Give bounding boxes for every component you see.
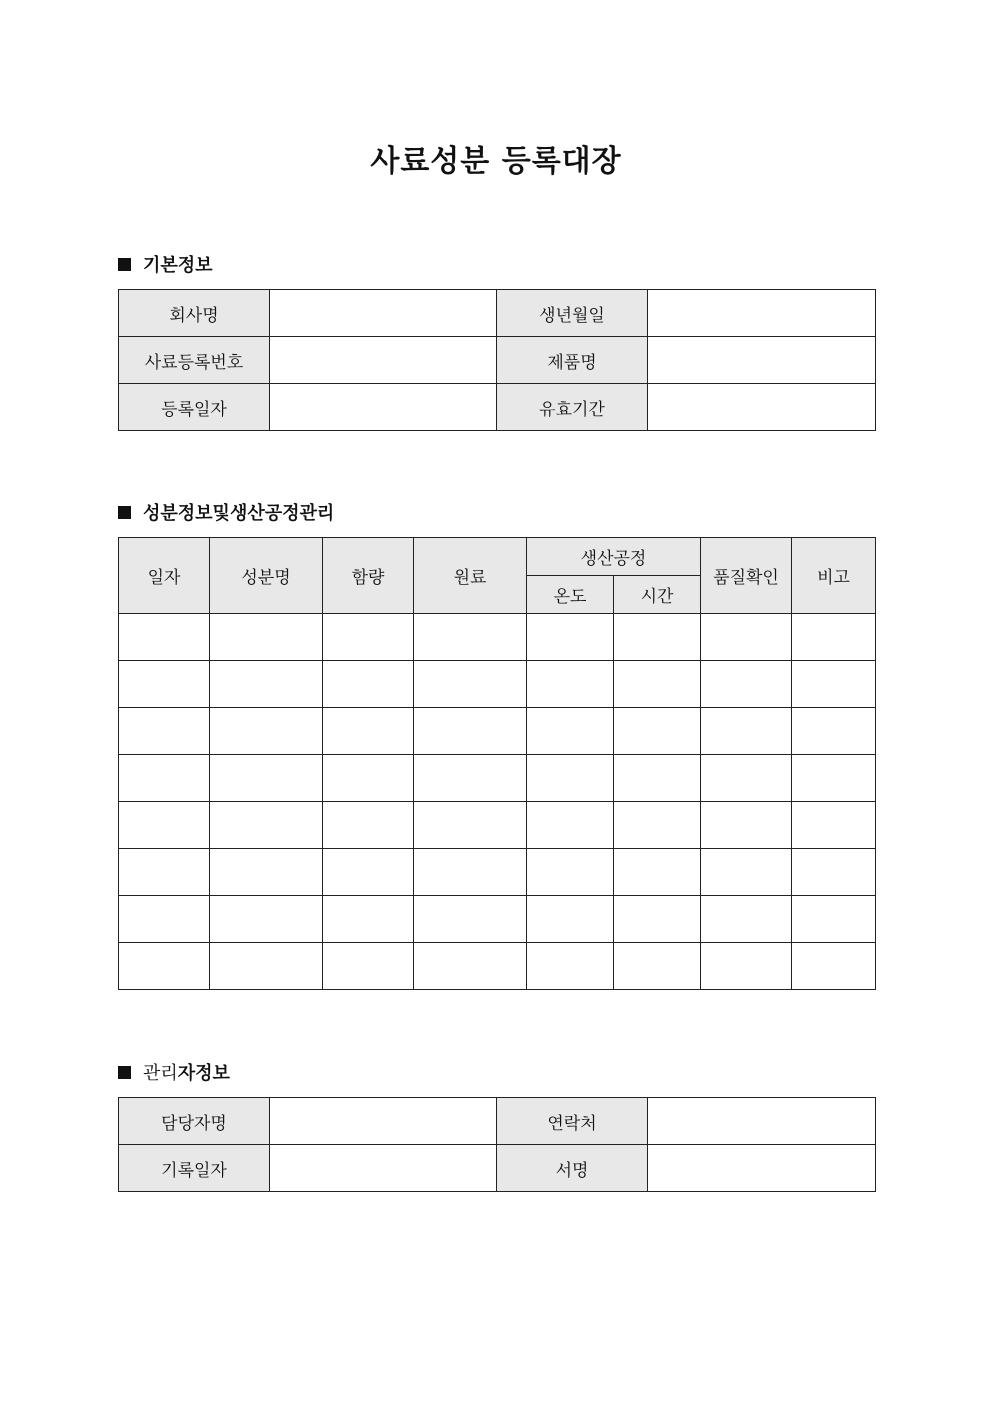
table-row — [119, 943, 876, 990]
section-heading-prefix: 관리 — [143, 1063, 178, 1084]
temperature-cell[interactable] — [527, 755, 614, 802]
date-cell[interactable] — [119, 708, 210, 755]
page-title: 사료성분 등록대장 — [370, 144, 622, 179]
section-heading-suffix: 자정보 — [177, 1063, 230, 1084]
table-row — [119, 849, 876, 896]
expiry-period-field[interactable] — [648, 384, 876, 431]
production-process-header: 생산공정 — [527, 538, 701, 576]
date-cell[interactable] — [119, 802, 210, 849]
time-cell[interactable] — [614, 755, 701, 802]
raw-material-cell[interactable] — [414, 849, 527, 896]
manager-info-table — [118, 1097, 876, 1192]
table-row — [119, 755, 876, 802]
date-cell[interactable] — [119, 849, 210, 896]
table-row — [119, 802, 876, 849]
record-date-field[interactable] — [270, 1145, 497, 1192]
birth-date-field[interactable] — [648, 290, 876, 337]
quality-check-cell[interactable] — [701, 708, 792, 755]
date-cell[interactable] — [119, 896, 210, 943]
section-heading-label: 성분정보및생산공정관리 — [143, 503, 335, 524]
table-row — [119, 384, 876, 431]
ingredient-name-cell[interactable] — [210, 943, 323, 990]
time-header: 시간 — [614, 576, 701, 614]
raw-material-cell[interactable] — [414, 614, 527, 661]
table-row — [119, 337, 876, 384]
raw-material-cell[interactable] — [414, 755, 527, 802]
table-row — [119, 614, 876, 661]
manager-name-label: 담당자명 — [119, 1098, 270, 1145]
quality-check-header: 품질확인 — [701, 538, 792, 614]
time-cell[interactable] — [614, 849, 701, 896]
time-cell[interactable] — [614, 708, 701, 755]
ingredient-name-cell[interactable] — [210, 849, 323, 896]
content-header: 함량 — [323, 538, 414, 614]
table-row — [119, 708, 876, 755]
ingredient-name-cell[interactable] — [210, 896, 323, 943]
remarks-cell[interactable] — [792, 896, 876, 943]
birth-date-label: 생년월일 — [497, 290, 648, 337]
temperature-cell[interactable] — [527, 943, 614, 990]
time-cell[interactable] — [614, 802, 701, 849]
raw-material-cell[interactable] — [414, 896, 527, 943]
temperature-cell[interactable] — [527, 802, 614, 849]
square-bullet-icon — [118, 1066, 131, 1079]
registration-date-label: 등록일자 — [119, 384, 270, 431]
quality-check-cell[interactable] — [701, 614, 792, 661]
raw-material-cell[interactable] — [414, 661, 527, 708]
date-cell[interactable] — [119, 661, 210, 708]
square-bullet-icon — [118, 506, 131, 519]
date-header: 일자 — [119, 538, 210, 614]
temperature-cell[interactable] — [527, 614, 614, 661]
quality-check-cell[interactable] — [701, 661, 792, 708]
table-row — [119, 896, 876, 943]
content-cell[interactable] — [323, 661, 414, 708]
product-name-label: 제품명 — [497, 337, 648, 384]
ingredient-name-header: 성분명 — [210, 538, 323, 614]
square-bullet-icon — [118, 258, 131, 271]
temperature-header: 온도 — [527, 576, 614, 614]
table-row — [119, 290, 876, 337]
basic-info-table — [118, 289, 876, 431]
raw-material-cell[interactable] — [414, 802, 527, 849]
quality-check-cell[interactable] — [701, 943, 792, 990]
date-cell[interactable] — [119, 614, 210, 661]
company-name-field[interactable] — [270, 290, 497, 337]
temperature-cell[interactable] — [527, 849, 614, 896]
ingredient-name-cell[interactable] — [210, 802, 323, 849]
content-cell[interactable] — [323, 802, 414, 849]
content-cell[interactable] — [323, 896, 414, 943]
quality-check-cell[interactable] — [701, 896, 792, 943]
remarks-cell[interactable] — [792, 943, 876, 990]
raw-material-cell[interactable] — [414, 708, 527, 755]
ingredient-rows — [119, 614, 876, 990]
expiry-period-label: 유효기간 — [497, 384, 648, 431]
temperature-cell[interactable] — [527, 896, 614, 943]
remarks-cell[interactable] — [792, 849, 876, 896]
quality-check-cell[interactable] — [701, 849, 792, 896]
table-row — [119, 1098, 876, 1145]
date-cell[interactable] — [119, 755, 210, 802]
remarks-cell[interactable] — [792, 661, 876, 708]
remarks-cell[interactable] — [792, 802, 876, 849]
section-heading-label: 기본정보 — [143, 255, 213, 276]
content-cell[interactable] — [323, 614, 414, 661]
record-date-label: 기록일자 — [119, 1145, 270, 1192]
content-cell[interactable] — [323, 755, 414, 802]
time-cell[interactable] — [614, 661, 701, 708]
contact-field[interactable] — [648, 1098, 876, 1145]
quality-check-cell[interactable] — [701, 755, 792, 802]
ingredient-name-cell[interactable] — [210, 708, 323, 755]
remarks-cell[interactable] — [792, 755, 876, 802]
product-name-field[interactable] — [648, 337, 876, 384]
manager-name-field[interactable] — [270, 1098, 497, 1145]
time-cell[interactable] — [614, 614, 701, 661]
feed-registration-number-field[interactable] — [270, 337, 497, 384]
remarks-cell[interactable] — [792, 708, 876, 755]
ingredients-table — [118, 537, 876, 990]
table-row — [119, 1145, 876, 1192]
raw-material-header: 원료 — [414, 538, 527, 614]
date-cell[interactable] — [119, 943, 210, 990]
section-heading-ingredients — [118, 500, 334, 524]
contact-label: 연락처 — [497, 1098, 648, 1145]
content-cell[interactable] — [323, 943, 414, 990]
quality-check-cell[interactable] — [701, 802, 792, 849]
time-cell[interactable] — [614, 943, 701, 990]
content-cell[interactable] — [323, 708, 414, 755]
company-name-label: 회사명 — [119, 290, 270, 337]
section-heading-manager-info — [118, 1060, 230, 1084]
temperature-cell[interactable] — [527, 661, 614, 708]
registration-date-field[interactable] — [270, 384, 497, 431]
signature-field[interactable] — [648, 1145, 876, 1192]
temperature-cell[interactable] — [527, 708, 614, 755]
ingredient-name-cell[interactable] — [210, 614, 323, 661]
feed-registration-number-label: 사료등록번호 — [119, 337, 270, 384]
remarks-header: 비고 — [792, 538, 876, 614]
content-cell[interactable] — [323, 849, 414, 896]
ingredient-name-cell[interactable] — [210, 755, 323, 802]
signature-label: 서명 — [497, 1145, 648, 1192]
raw-material-cell[interactable] — [414, 943, 527, 990]
remarks-cell[interactable] — [792, 614, 876, 661]
time-cell[interactable] — [614, 896, 701, 943]
ingredient-name-cell[interactable] — [210, 661, 323, 708]
section-heading-basic-info — [118, 252, 213, 276]
header-row — [119, 538, 876, 576]
table-row — [119, 661, 876, 708]
